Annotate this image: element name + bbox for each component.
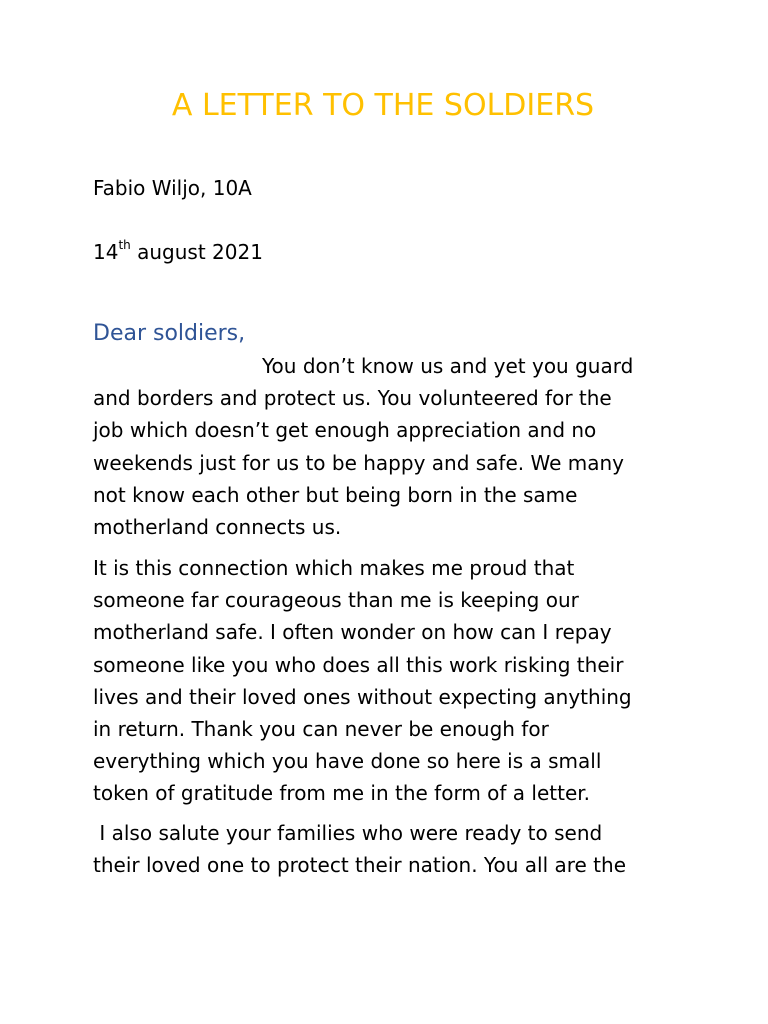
paragraph-line: It is this connection which makes me proud that [93, 556, 575, 580]
paragraph-line: You don’t know us and yet you guard [262, 354, 634, 378]
paragraph-line: someone far courageous than me is keeping our [93, 588, 579, 613]
paragraph-line: not know each other but being born in the same [93, 482, 578, 507]
date-month-year: august 2021 [130, 240, 263, 264]
paragraph-line: token of gratitude from me in the form of a letter. [93, 781, 591, 806]
salutation: Dear soldiers, [93, 321, 246, 346]
author-line: Fabio Wiljo, 10A [93, 176, 252, 200]
paragraph-line: motherland safe. I often wonder on how can I repay [93, 620, 612, 645]
paragraph-2 [93, 552, 673, 810]
paragraph-line: everything which you have done so here is a small [93, 749, 602, 774]
paragraph-line: their loved one to protect their nation. You all are the [93, 853, 627, 878]
paragraph-line: lives and their loved ones without expecting anything [93, 684, 632, 709]
date-day: 14 [93, 240, 119, 264]
paragraph-line: in return. Thank you can never be enough for [93, 717, 549, 742]
paragraph-line: job which doesn’t get enough appreciation and no [93, 418, 597, 443]
paragraph-3 [93, 817, 673, 881]
date-line [93, 238, 263, 266]
document-title: A LETTER TO THE SOLDIERS [171, 88, 595, 123]
paragraph-line: motherland connects us. [93, 515, 342, 540]
paragraph-line: weekends just for us to be happy and safe. We many [93, 450, 624, 475]
paragraph-1 [93, 350, 673, 543]
paragraph-line: and borders and protect us. You volunteered for the [93, 386, 612, 411]
paragraph-line: I also salute your families who were ready to send [93, 821, 603, 845]
paragraph-line: someone like you who does all this work risking their [93, 652, 624, 677]
date-suffix: th [118, 238, 131, 253]
